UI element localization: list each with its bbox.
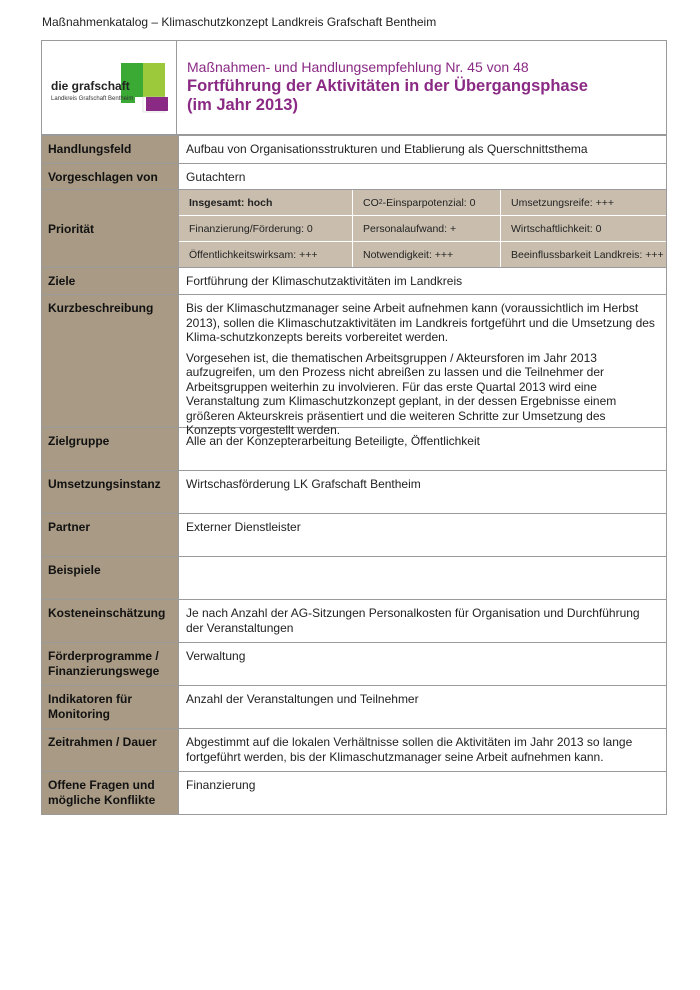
- value-handlungsfeld: Aufbau von Organisationsstrukturen und Etablierung als Querschnittsthema: [186, 142, 588, 156]
- label-offene-line-1: Offene Fragen und: [48, 778, 155, 792]
- priority-oeffentlichkeit: Öffentlichkeitswirksam: +++: [179, 242, 353, 267]
- logo-subtext: Landkreis Grafschaft Bentheim: [51, 96, 134, 102]
- title-line-2: (im Jahr 2013): [187, 96, 298, 114]
- label-offene-line-2: mögliche Konflikte: [48, 793, 156, 807]
- row-partner: [42, 513, 666, 556]
- title-block: [177, 41, 666, 134]
- priority-beeinflussbarkeit: Beeinflussbarkeit Landkreis: +++: [501, 242, 666, 267]
- running-header: Maßnahmenkatalog – Klimaschutzkonzept Landkreis Grafschaft Bentheim: [42, 15, 437, 29]
- row-umsetzungsinstanz: [42, 470, 666, 513]
- description-paragraph-2: Vorgesehen ist, die thematischen Arbeitsgruppen / Akteursforen im Jahr 2013 aufzugreifen, um den Prozess nicht abreißen zu lassen und die Teilnehmer der Arbeitsgruppen weiterhin zu involvieren. Für das erste Quartal 2013 wird eine Veranstaltung zum Klimaschutzkonzept geplant, in der dessen Ergebnisse einem größeren Akteurskreis präsentiert und die weiteren Schritte zur Umsetzung des Konzepts vorgestellt werden.: [186, 350, 617, 437]
- row-ziele: [42, 267, 666, 294]
- priority-insgesamt: Insgesamt: hoch: [179, 190, 353, 216]
- co2-subscript: 2: [378, 199, 383, 206]
- label-zeitrahmen: Zeitrahmen / Dauer: [42, 729, 179, 771]
- value-partner: Externer Dienstleister: [186, 520, 301, 534]
- label-indikatoren: [42, 686, 179, 728]
- row-zielgruppe: [42, 427, 666, 470]
- label-foerder-line-1: Förderprogramme /: [48, 649, 159, 663]
- row-offene-fragen: [42, 771, 666, 814]
- row-vorgeschlagen: [42, 163, 666, 189]
- value-offene-fragen: Finanzierung: [186, 778, 256, 792]
- label-umsetzungsinstanz: Umsetzungsinstanz: [42, 471, 179, 513]
- label-handlungsfeld: Handlungsfeld: [42, 136, 179, 163]
- row-kosten: [42, 599, 666, 642]
- logo: [42, 41, 177, 134]
- priority-wirtschaftlichkeit: Wirtschaftlichkeit: 0: [501, 216, 666, 242]
- priority-finanzierung: Finanzierung/Förderung: 0: [179, 216, 353, 242]
- value-ziele: Fortführung der Klimaschutzaktivitäten im Landkreis: [186, 274, 463, 288]
- measure-sheet: [41, 40, 667, 815]
- value-vorgeschlagen: Gutachtern: [186, 170, 246, 184]
- row-beispiele: [42, 556, 666, 599]
- logo-name: die grafschaft: [51, 79, 130, 93]
- label-foerder-line-2: Finanzierungswege: [48, 664, 160, 678]
- label-indikatoren-line-1: Indikatoren für: [48, 692, 133, 706]
- label-prioritaet: Priorität: [42, 190, 179, 267]
- co2-suffix: -Einsparpotenzial: 0: [382, 196, 476, 209]
- row-indikatoren: [42, 685, 666, 728]
- value-kosten: Je nach Anzahl der AG-Sitzungen Personalkosten für Organisation und Durchführung der Veranstaltungen: [186, 606, 640, 635]
- value-beispiele: [179, 557, 666, 599]
- label-partner: Partner: [42, 514, 179, 556]
- value-zielgruppe: Alle an der Konzepterarbeitung Beteiligte, Öffentlichkeit: [186, 434, 480, 448]
- measure-number: Maßnahmen- und Handlungsempfehlung Nr. 45 von 48: [187, 59, 529, 75]
- description-paragraph-1: Bis der Klimaschutzmanager seine Arbeit aufnehmen kann (voraussichtlich im Herbst 2013), sollen die Klimaschutzaktivitäten im Landkreis fortgeführt und die Umsetzung des Klima-schutzkonzepts bereits vorbereitet werden.: [186, 301, 655, 344]
- label-foerder: [42, 643, 179, 685]
- priority-co2: [353, 190, 501, 216]
- row-foerder: [42, 642, 666, 685]
- page-title: [187, 77, 666, 115]
- co2-prefix: CO: [363, 196, 379, 209]
- label-ziele: Ziele: [42, 268, 179, 294]
- value-indikatoren: Anzahl der Veranstaltungen und Teilnehmer: [186, 692, 419, 706]
- sheet-header: [42, 41, 666, 135]
- priority-umsetzungsreife: Umsetzungsreife: +++: [501, 190, 666, 216]
- priority-notwendigkeit: Notwendigkeit: +++: [353, 242, 501, 267]
- label-kosten: Kosteneinschätzung: [42, 600, 179, 642]
- label-vorgeschlagen: Vorgeschlagen von: [42, 164, 179, 189]
- priority-personalaufwand: Personalaufwand: +: [353, 216, 501, 242]
- label-zielgruppe: Zielgruppe: [42, 428, 179, 470]
- priority-grid: [179, 190, 666, 267]
- title-line-1: Fortführung der Aktivitäten in der Übergangsphase: [187, 77, 588, 95]
- value-kurzbeschreibung: [179, 295, 666, 437]
- label-offene-fragen: [42, 772, 179, 814]
- value-umsetzungsinstanz: Wirtschasförderung LK Grafschaft Bentheim: [186, 477, 421, 491]
- label-kurzbeschreibung: Kurzbeschreibung: [42, 295, 179, 427]
- label-indikatoren-line-2: Monitoring: [48, 707, 110, 721]
- value-zeitrahmen: Abgestimmt auf die lokalen Verhältnisse sollen die Aktivitäten im Jahr 2013 so lange fortgeführt werden, bis der Klimaschutzmanager seine Arbeit aufnehmen kann.: [186, 735, 633, 764]
- row-prioritaet: [42, 189, 666, 267]
- label-beispiele: Beispiele: [42, 557, 179, 599]
- row-handlungsfeld: [42, 135, 666, 163]
- row-kurzbeschreibung: [42, 294, 666, 437]
- value-foerder: Verwaltung: [186, 649, 246, 663]
- row-zeitrahmen: [42, 728, 666, 771]
